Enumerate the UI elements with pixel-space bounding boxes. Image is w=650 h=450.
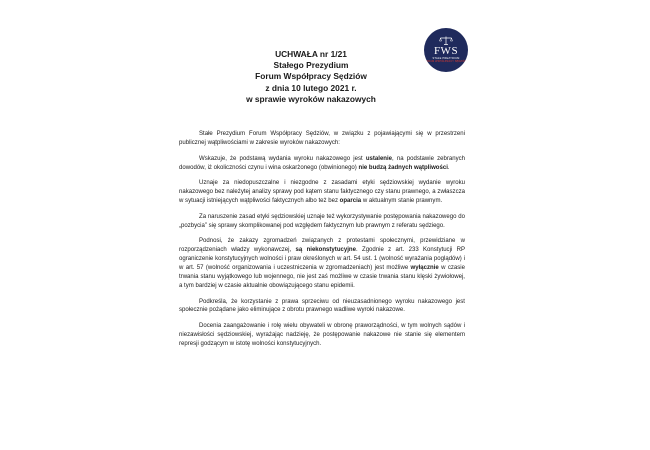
paragraph-2-text-2: , na podstawie zebranych dowodów, iż okoliczności czynu i wina oskarżonego (obwinionego) xyxy=(179,155,465,171)
paragraph-4-text: Za naruszenie zasad etyki sędziowskiej uznaje też wykorzystywanie postępowania nakazowego do „pozbycia” się sprawy skomplikowanej pod względem faktycznym lub prawnym z referatu sędziego. xyxy=(179,213,465,229)
paragraph-2-bold-2: nie budzą żadnych wątpliwości xyxy=(358,164,448,171)
heading-line-5: w sprawie wyroków nakazowych xyxy=(246,93,376,104)
fws-logo xyxy=(424,28,468,72)
paragraph-3-bold-1: oparcia xyxy=(339,198,362,205)
paragraph-2-bold-1: ustalenie xyxy=(365,155,393,162)
paragraph-7 xyxy=(179,322,465,349)
paragraph-2 xyxy=(179,155,465,173)
heading-line-3: Forum Współpracy Sędziów xyxy=(255,71,367,82)
paragraph-6 xyxy=(179,298,465,316)
paragraph-2-text-1: Wskazuje, że podstawą wydania wyroku nakazowego jest xyxy=(199,155,366,162)
paragraph-5-bold-1: są niekonstytucyjne xyxy=(295,247,356,254)
paragraph-5-text-2: . Zgodnie z art. 233 Konstytucji RP ograniczenie konstytucyjnych wolności i praw określonych w art. 54 ust. 1 (wolność wyrażania poglądów) i w art. 57 (wolność organizowania i uczestniczenia w zgromadzeniach) jest możliwe xyxy=(179,247,465,272)
heading-line-1: UCHWAŁA nr 1/21 xyxy=(275,49,347,59)
heading-line-2: Stałego Prezydium xyxy=(273,60,349,71)
paragraph-5-bold-2: wyłącznie xyxy=(410,265,439,272)
scales-of-justice-icon xyxy=(439,36,453,45)
paragraph-3-text-1: Uznaje za niedopuszczalne i niezgodne z zasadami etyki sędziowskiej wydanie wyroku nakazowego bez należytej analizy sprawy pod kątem stanu faktycznego czy stanu prawnego, a zwłaszcza w sytuacji istniejących wątpliwości faktycznych albo też bez xyxy=(179,180,465,205)
resolution-heading xyxy=(200,49,422,105)
paragraph-1-text: Stałe Prezydium Forum Współpracy Sędziów, w związku z pojawiającymi się w przestrzeni publicznej wątpliwościami w zakresie wyroków nakazowych: xyxy=(179,131,465,146)
paragraph-1 xyxy=(179,130,465,148)
logo-abbreviation: FWS xyxy=(433,44,459,57)
heading-line-4: z dnia 10 lutego 2021 r. xyxy=(265,82,357,93)
paragraph-3 xyxy=(179,179,465,206)
paragraph-3-text-2: w aktualnym stanie prawnym. xyxy=(361,198,443,205)
paragraph-6-text: Podkreśla, że korzystanie z prawa sprzeciwu od nieuzasadnionego wyroku nakazowego jest społecznie pożądane jako eliminujące z obrotu prawnego wadliwe wyroki nakazowe. xyxy=(179,298,465,314)
paragraph-4 xyxy=(179,213,465,231)
paragraph-2-text-3: . xyxy=(447,164,450,171)
paragraph-5-text-1: Podnosi, że zakazy zgromadzeń związanych z protestami społecznymi, przewidziane w rozporządzeniach władzy wykonawczej, xyxy=(179,238,465,254)
paragraph-5-text-3: w czasie trwania stanu wyjątkowego lub wojennego, nie jest zaś możliwe w czasie trwania stanu klęski żywiołowej, a tym bardziej w czasie aktualnie obowiązującego stanu epidemii. xyxy=(179,265,465,289)
paragraph-5 xyxy=(179,237,465,290)
paragraph-7-text: Docenia zaangażowanie i rolę wielu obywateli w obronę praworządności, w tym wolnych sądów i niezawisłości sędziowskiej, wyrażając nadzieję, że postępowanie nakazowe nie stanie się elementem represji godzącym w istotę wolności konstytucyjnych. xyxy=(179,323,465,347)
logo-subtitle-2: FORUM WSPÓŁPRACY SĘDZIÓW xyxy=(424,59,468,63)
resolution-body xyxy=(179,130,465,356)
logo-subtitle-1: STAŁE PREZYDIUM xyxy=(432,56,460,60)
